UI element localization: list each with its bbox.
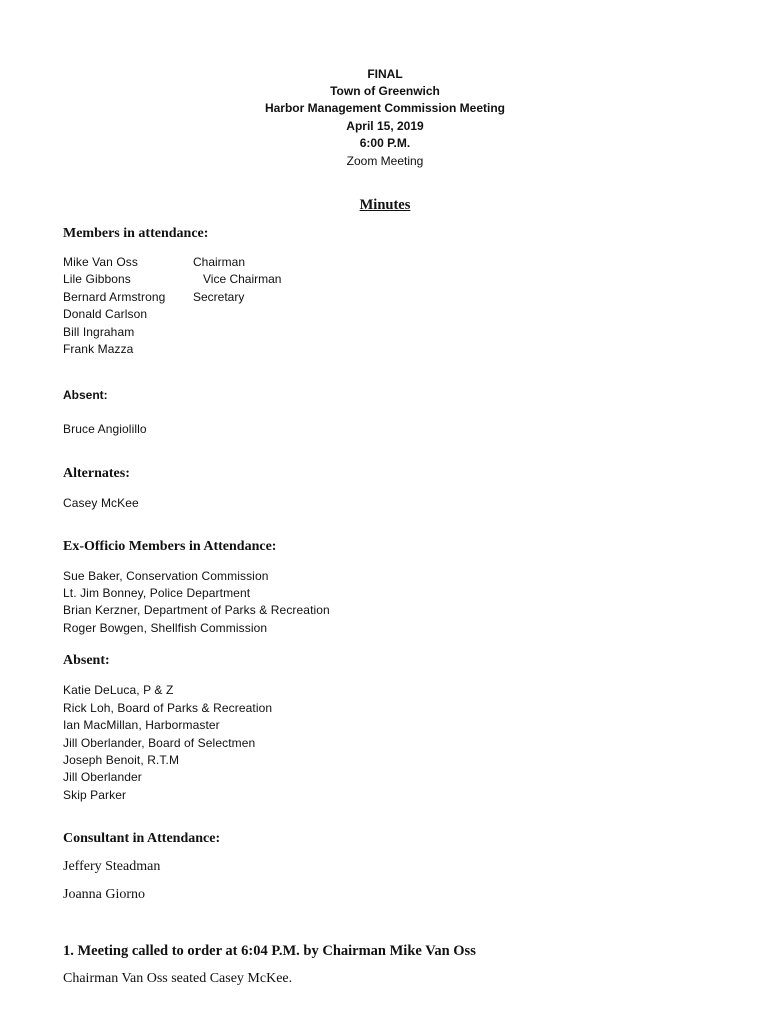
consultant-member: Joanna Giorno [63, 887, 146, 902]
header-final: FINAL [367, 67, 403, 81]
item-1-heading: 1. Meeting called to order at 6:04 P.M. by Chairman Mike Van Oss [63, 943, 476, 959]
member-name: Donald Carlson [63, 307, 148, 321]
consultant-member: Jeffery Steadman [63, 859, 161, 874]
member-role: Secretary [193, 290, 245, 304]
absent-member: Katie DeLuca, P & Z [63, 683, 174, 697]
header-time: 6:00 P.M. [359, 136, 411, 150]
alternate-member: Casey McKee [63, 496, 139, 510]
member-name: Bill Ingraham [63, 325, 135, 339]
members-heading: Members in attendance: [63, 226, 209, 241]
absent-member: Skip Parker [63, 788, 127, 802]
ex-officio-member: Lt. Jim Bonney, Police Department [63, 586, 251, 600]
item-1-text: Chairman Van Oss seated Casey McKee. [63, 971, 293, 986]
member-role: Chairman [193, 255, 246, 269]
header-date: April 15, 2019 [346, 119, 424, 133]
absent-member: Ian MacMillan, Harbormaster [63, 718, 220, 732]
member-name: Bernard Armstrong [63, 290, 166, 304]
member-role: Vice Chairman [203, 272, 282, 286]
minutes-title: Minutes [359, 197, 411, 213]
alternates-heading: Alternates: [63, 466, 130, 481]
absent-member: Jill Oberlander, Board of Selectmen [63, 736, 256, 750]
ex-officio-member: Sue Baker, Conservation Commission [63, 569, 269, 583]
member-name: Frank Mazza [63, 342, 134, 356]
header-meeting-title: Harbor Management Commission Meeting [264, 101, 506, 115]
absent-member: Rick Loh, Board of Parks & Recreation [63, 701, 273, 715]
header-location: Zoom Meeting [346, 154, 424, 168]
absent-member: Jill Oberlander [63, 770, 142, 784]
member-name: Mike Van Oss [63, 255, 138, 269]
absent-member: Bruce Angiolillo [63, 422, 147, 436]
ex-officio-member: Brian Kerzner, Department of Parks & Recreation [63, 603, 330, 617]
absent-heading: Absent: [63, 388, 108, 402]
absent-ex-officio-heading: Absent: [63, 653, 110, 668]
absent-member: Joseph Benoit, R.T.M [63, 753, 180, 767]
member-name: Lile Gibbons [63, 272, 131, 286]
ex-officio-heading: Ex-Officio Members in Attendance: [63, 539, 277, 554]
ex-officio-member: Roger Bowgen, Shellfish Commission [63, 621, 268, 635]
consultant-heading: Consultant in Attendance: [63, 831, 221, 846]
header-town: Town of Greenwich [330, 84, 440, 98]
